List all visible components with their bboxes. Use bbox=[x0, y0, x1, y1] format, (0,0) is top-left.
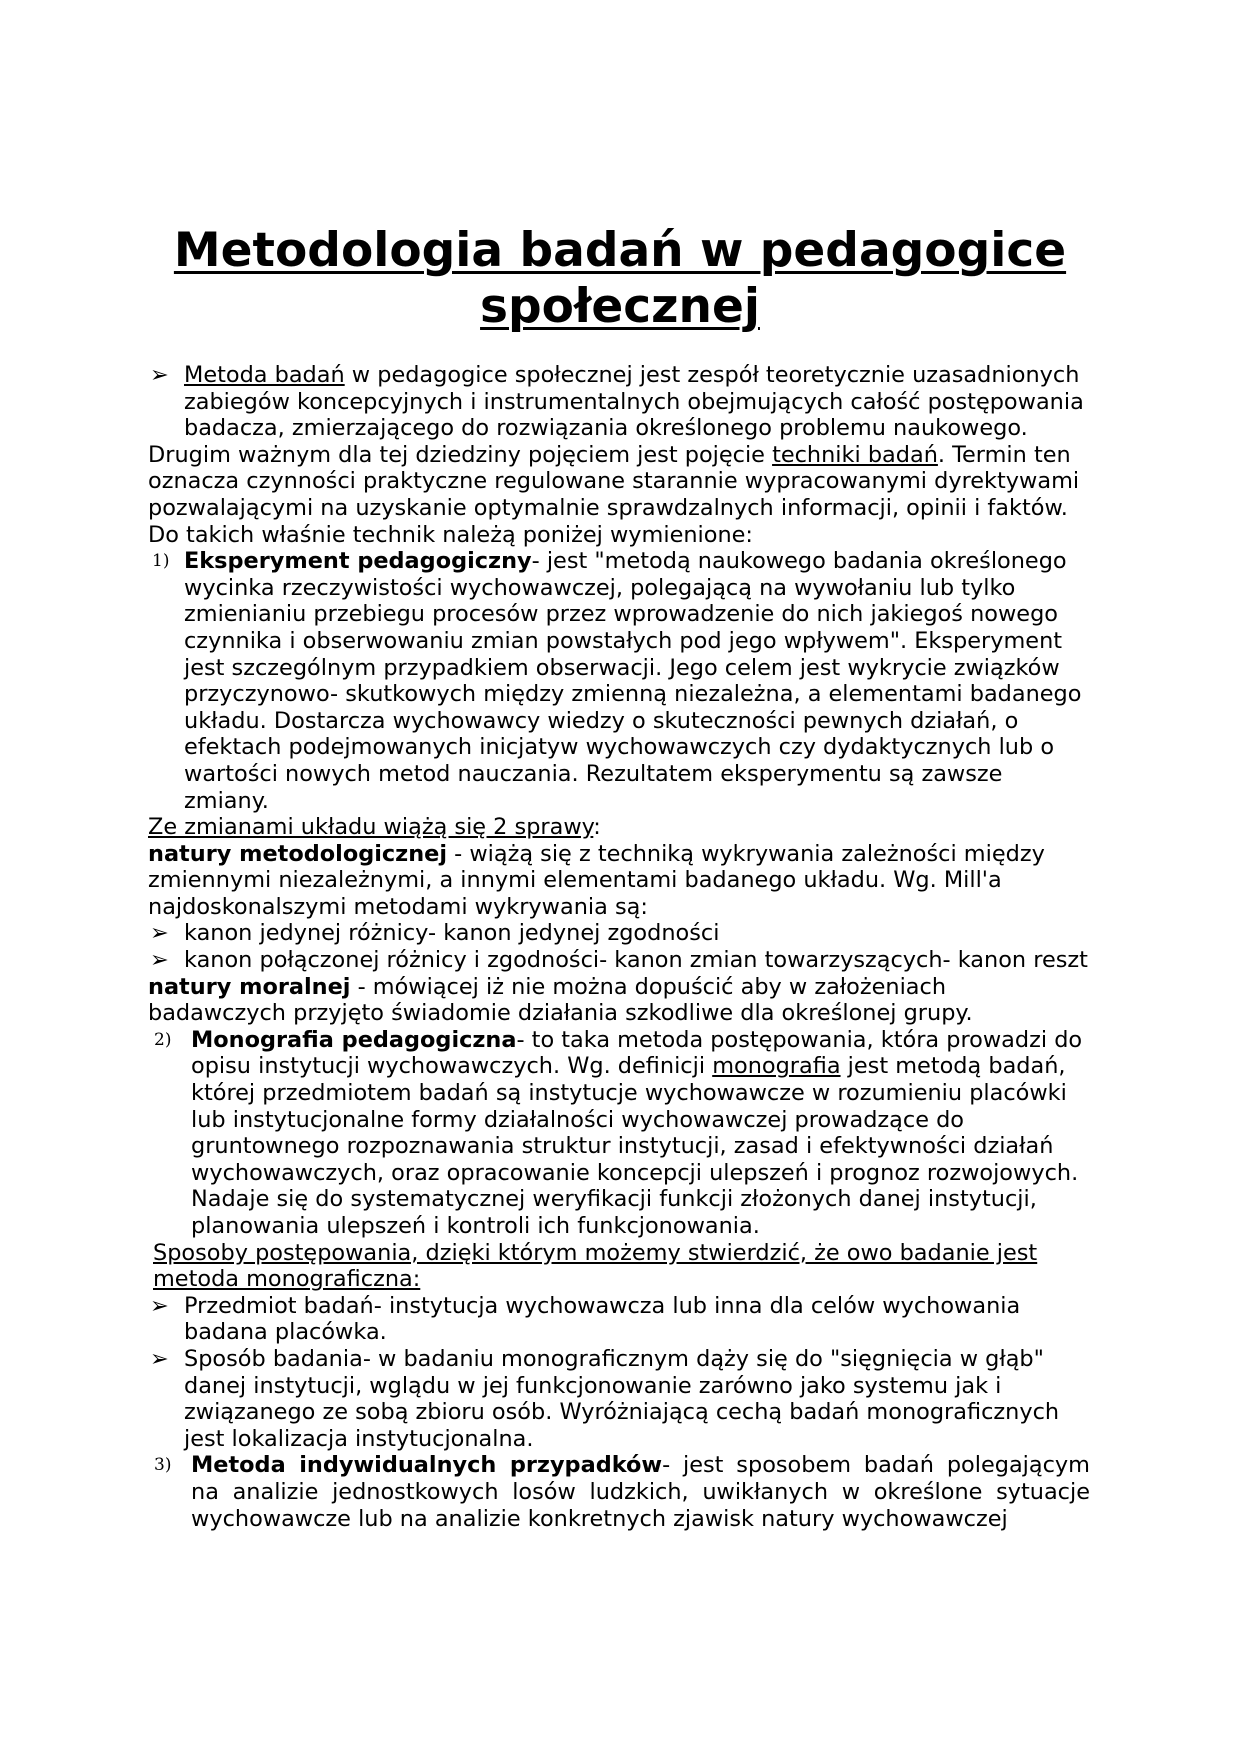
item-number: 1) bbox=[152, 551, 170, 572]
numbered-item-2: 2) Monografia pedagogiczna- to taka metoda postępowania, która prowadzi do opisu instytucji wychowawczych. Wg. definicji monografia jest metodą badań, której przedmiotem badań są instytucje wychowawcze w rozumieniu placówki lub instytucjonalne formy działalności wychowawczej prowadzące do gruntownego rozpoznawania struktur instytucji, zasad i efektywności działań wychowawczych, oraz opracowanie koncepcji ulepszeń i prognoz rozwojowych. Nadaje się do systematycznej weryfikacji funkcji złożonych danej instytucji, planowania ulepszeń i kontroli ich funkcjonowania. bbox=[154, 1026, 1083, 1239]
term-natury-moralnej: natury moralnej bbox=[148, 973, 351, 1000]
list-item-kanon-1: ➢ kanon jedynej różnicy- kanon jedynej zgodności bbox=[150, 920, 720, 947]
list-item-kanon-2: ➢ kanon połączonej różnicy i zgodności- kanon zmian towarzyszących- kanon reszt bbox=[150, 947, 1088, 974]
term-monografia: monografia bbox=[712, 1053, 841, 1080]
list-item-przedmiot: ➢ Przedmiot badań- instytucja wychowawcza lub inna dla celów wychowania badana placówka. bbox=[150, 1292, 1021, 1346]
item-number: 3) bbox=[154, 1455, 172, 1476]
list-item-sposob: ➢ Sposób badania- w badaniu monograficznym dąży się do "sięgnięcia w głąb" danej instytucji, wglądu w jej funkcjonowanie zarówno jako systemu jak i związanego ze sobą zbioru osób. Wyróżniającą cechą badań monograficznych jest lokalizacja instytucjonalna. bbox=[150, 1345, 1060, 1452]
arrow-bullet-icon: ➢ bbox=[150, 947, 169, 974]
numbered-item-3: 3) Metoda indywidualnych przypadków- jest sposobem badań polegającym na analizie jednostkowych losów ludzkich, uwikłanych w określone sytuacje wychowawcze lub na analizie konkretnych zjawisk natury wychowawczej bbox=[154, 1452, 1090, 1532]
term-techniki-badan: techniki badań bbox=[772, 441, 938, 468]
arrow-bullet-icon: ➢ bbox=[150, 362, 169, 388]
term-natury-metodologicznej: natury metodologicznej bbox=[148, 840, 448, 867]
changes-heading: Ze zmianami układu wiążą się 2 sprawy: bbox=[148, 814, 601, 841]
term-metoda-indywidualnych: Metoda indywidualnych przypadków bbox=[191, 1452, 663, 1479]
document-body bbox=[148, 362, 1090, 1532]
ways-heading: Sposoby postępowania, dzięki którym możemy stwierdzić, że owo badanie jest metoda monograficzna: bbox=[153, 1239, 1038, 1293]
page-title: Metodologia badań w pedagogice społecznej bbox=[173, 223, 1067, 334]
term-eksperyment: Eksperyment pedagogiczny bbox=[184, 548, 532, 575]
paragraph-moral: natury moralnej - mówiącej iż nie można dopuścić aby w założeniach badawczych przyjęto świadomie działania szkodliwe dla określonej grupy. bbox=[148, 973, 973, 1027]
item-number: 2) bbox=[154, 1029, 172, 1050]
term-monografia-pedagogiczna: Monografia pedagogiczna bbox=[191, 1026, 517, 1053]
arrow-bullet-icon: ➢ bbox=[150, 1292, 169, 1319]
arrow-bullet-icon: ➢ bbox=[150, 1345, 169, 1372]
term-metoda-badan: Metoda badań bbox=[184, 362, 345, 388]
arrow-bullet-icon: ➢ bbox=[150, 920, 169, 947]
list-item-method: ➢ Metoda badań w pedagogice społecznej jest zespół teoretycznie uzasadnionych zabiegów koncepcyjnych i instrumentalnych obejmujących całość postępowania badacza, zmierzającego do rozwiązania określonego problemu naukowego. bbox=[150, 362, 1084, 442]
paragraph-techniki: Drugim ważnym dla tej dziedziny pojęciem jest pojęcie techniki badań. Termin ten oznacza czynności praktyczne regulowane starannie wypracowanymi dyrektywami pozwalającymi na uzyskanie optymalnie sprawdzalnych informacji, opinii i faktów. Do takich właśnie technik należą poniżej wymienione: bbox=[148, 441, 1080, 548]
numbered-item-1: 1) Eksperyment pedagogiczny- jest "metodą naukowego badania określonego wycinka rzeczywistości wychowawczej, polegającą na wywołaniu lub tylko zmienianiu przebiegu procesów przez wprowadzenie do nich jakiegoś nowego czynnika i obserwowaniu zmian powstałych pod jego wpływem". Eksperyment jest szczególnym przypadkiem obserwacji. Jego celem jest wykrycie związków przyczynowo- skutkowych między zmienną niezależna, a elementami badanego układu. Dostarcza wychowawcy wiedzy o skuteczności pewnych działań, o efektach podejmowanych inicjatyw wychowawczych czy dydaktycznych lub o wartości nowych metod nauczania. Rezultatem eksperymentu są zawsze zmiany. bbox=[152, 548, 1082, 814]
paragraph-methodological: natury metodologicznej - wiążą się z techniką wykrywania zależności między zmiennymi niezależnymi, a innymi elementami badanego układu. Wg. Mill'a najdoskonalszymi metodami wykrywania są: bbox=[148, 840, 1045, 920]
